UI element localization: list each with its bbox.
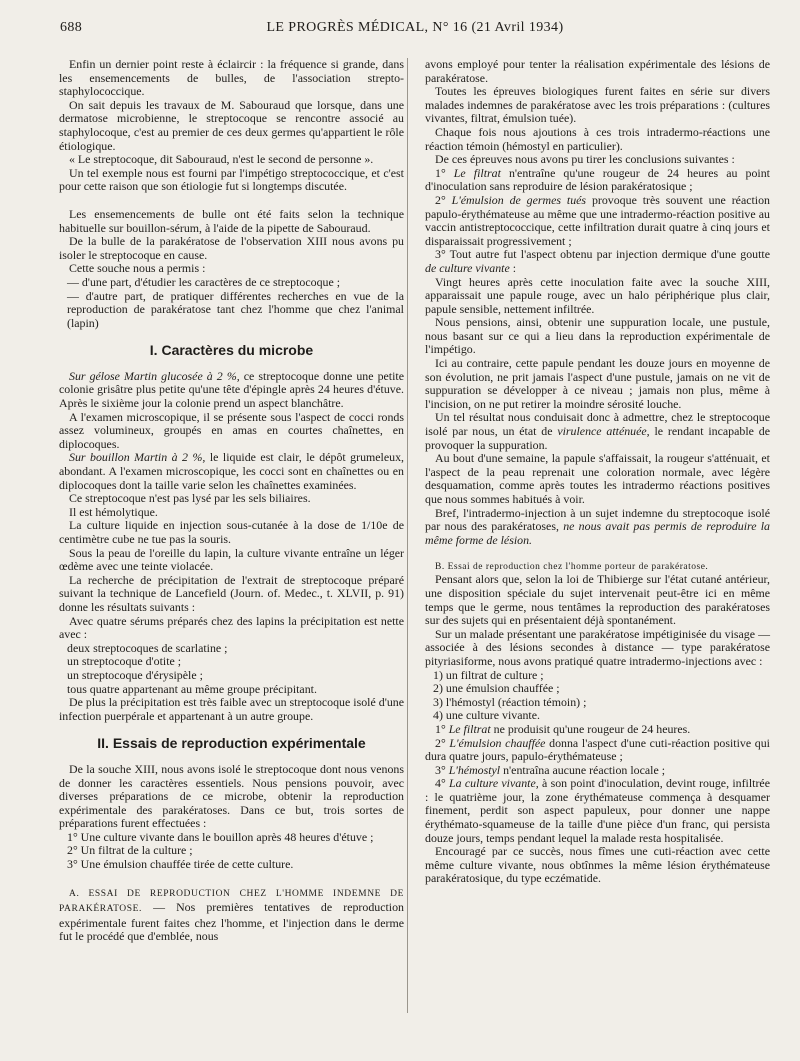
paragraph-text: le liquide est clair, le dépôt grumeleux, abondant. A l'examen microscopique, les cocci sont en chaînettes ou en diplocoques dont la taille varie selon les chaînettes examinées. (59, 450, 404, 492)
paragraph: De la souche XIII, nous avons isolé le streptocoque dont nous venons de donner les caractères essentiels. Nous pensions pouvoir, avec diverses préparations de ce microbe, obtenir la reproduction expérimentale des parakératoses. Dans ce but, trois sortes de préparations furent effectuées : (59, 761, 404, 831)
list-item: — d'une part, d'étudier les caractères de ce streptocoque ; (67, 274, 341, 289)
emphasis: Le filtrat (448, 721, 491, 736)
list-item: 1° Une culture vivante dans le bouillon après 48 heures d'étuve ; (67, 829, 374, 844)
list-item: 2° Un filtrat de la culture ; (67, 843, 193, 858)
paragraph-text: provoque très souvent une réaction papulo-érythémateuse au même que une intradermo-réaction positive au vaccin antistreptococcique, cette infiltration durait quatre à cinq jours et disparaissait progressivement ; (425, 192, 771, 248)
list (59, 642, 404, 696)
paragraph (425, 737, 770, 764)
paragraph (425, 194, 770, 248)
running-title: LE PROGRÈS MÉDICAL, N° 16 (21 Avril 1934) (266, 20, 564, 35)
paragraph: Encouragé par ce succès, nous fîmes une cuti-réaction avec cette même culture vivante, nous obtînmes la même lésion érythémateuse parakératosique, du type eczématide. (425, 844, 770, 886)
subsection-heading: B. Essai de reproduction chez l'homme porteur de parakératose. (435, 562, 709, 573)
paragraph-text: ne produisit qu'une rougeur de 24 heures. (490, 721, 691, 736)
paragraph-text: n'entraîne qu'une rougeur de 24 heures au point d'inoculation sans reproduire de lésion parakératosique ; (425, 165, 770, 194)
paragraph: Vingt heures après cette inoculation faite avec la souche XIII, apparaissait une papule rouge, avec un halo périphérique plus clair, papule sensible, nettement infiltrée. (425, 274, 770, 316)
page-number: 688 (60, 20, 83, 35)
paragraph: Enfin un dernier point reste à éclaircir : la fréquence si grande, dans les ensemencements de bulles, de l'association strepto-staphylococcique. (59, 57, 404, 99)
paragraph: avons employé pour tenter la réalisation expérimentale des lésions de parakératose. (425, 57, 770, 85)
paragraph-text: 1° (435, 721, 449, 736)
paragraph (59, 451, 404, 492)
emphasis: Le filtrat (453, 165, 501, 180)
paragraph: On sait depuis les travaux de M. Sabouraud que lorsque, dans une dermatose microbienne, le streptocoque se rencontre associé au staphylocoque, c'est au premier de ces deux germes qu'appartient le rôle étiologique. (59, 97, 404, 153)
paragraph: Sous la peau de l'oreille du lapin, la culture vivante entraîne un léger œdème avec une teinte violacée. (59, 545, 404, 574)
list (59, 831, 404, 872)
emphasis: La culture vivante, (449, 776, 539, 791)
paragraph-text: 2° (435, 735, 450, 750)
emphasis: L'émulsion de germes tués (451, 192, 587, 207)
paragraph: De la bulle de la parakératose de l'observation XIII nous avons pu isoler le streptocoque en cause. (59, 234, 404, 262)
paragraph-text: ce streptocoque donne une petite colonie grisâtre plus petite qu'une tête d'épingle après 24 heures d'étuve. Après le sixième jour la colonie prend un aspect blanchâtre. (59, 368, 404, 411)
paragraph-text: n'entraîna aucune réaction locale ; (500, 762, 666, 777)
list-item: 3° Une émulsion chauffée tirée de cette culture. (67, 857, 294, 872)
list-item: deux streptocoques de scarlatine ; (67, 640, 228, 655)
paragraph: De plus la précipitation est très faible avec un streptocoque isolé d'une infection puerpérale et appartenant à un autre groupe. (59, 695, 404, 723)
paragraph-text: 1° (435, 165, 454, 180)
left-column (59, 58, 404, 944)
list-item: un streptocoque d'otite ; (67, 654, 182, 669)
paragraph (425, 411, 770, 452)
emphasis: L'hémostyl (448, 762, 501, 777)
emphasis: Sur gélose Martin glucosée à 2 %, (69, 368, 240, 383)
paragraph (59, 886, 404, 944)
column-divider (407, 58, 408, 1013)
paragraph: Ce streptocoque n'est pas lysé par les sels biliaires. (69, 491, 311, 506)
list-item: tous quatre appartenant au même groupe précipitant. (67, 681, 317, 696)
paragraph-text: 3° Tout autre fut l'aspect obtenu par injection dermique d'une goutte (435, 247, 770, 262)
emphasis: L'émulsion chauffée (449, 735, 546, 750)
list (425, 669, 770, 723)
paragraph (425, 167, 770, 194)
right-column (425, 58, 770, 886)
paragraph: « Le streptocoque, dit Sabouraud, n'est le second de personne ». (69, 152, 374, 167)
list-item: 3) l'hémostyl (réaction témoin) ; (433, 694, 587, 709)
paragraph: Cette souche nous a permis : (69, 261, 206, 276)
paragraph: Un tel exemple nous est fourni par l'impétigo streptococcique, et c'est pour cette raison que son étiologie fut si longtemps discutée. (59, 165, 404, 194)
paragraph (425, 723, 770, 737)
paragraph: La culture liquide en injection sous-cutanée à la dose de 1/10e de centimètre cube ne tue pas la souris. (59, 518, 404, 546)
paragraph: La recherche de précipitation de l'extrait de streptocoque préparé suivant la technique de Lancefield (Journ. of. Medec., t. XLVII, p. 91) donne les résultats suivants : (59, 572, 404, 614)
section-heading: II. Essais de reproduction expérimentale (97, 735, 366, 752)
paragraph-text: à son point d'inoculation, devint rouge, infiltrée : le quatrième jour, la zone érythémateuse commença à desquamer finement, perdit son aspect papuleux, pour donner une nappe érythémato-squameuse de la taille d'une pièce d'un franc, qui persista douze jours, temps pendant lequel la malade resta hospitalisée. (425, 776, 770, 845)
list-item: un streptocoque d'érysipèle ; (67, 667, 203, 682)
subsection-heading: A. ESSAI DE REPRODUCTION CHEZ L'HOMME INDEMNE DE PARAKÉRATOSE. (59, 888, 404, 915)
paragraph: Sur un malade présentant une parakératose impétiginisée du visage — associée à des lésions secondes à distance — type parakératose pityriasiforme, nous avons pratiqué quatre intradermo-injections avec : (425, 626, 770, 668)
paragraph-text: : (509, 260, 517, 275)
emphasis: de culture vivante (425, 260, 510, 275)
list-item: 4) une culture vivante. (433, 708, 540, 723)
emphasis: Sur bouillon Martin à 2 %, (69, 450, 206, 465)
paragraph-text: 2° (435, 192, 452, 207)
list-item: 1) un filtrat de culture ; (433, 667, 544, 682)
paragraph: Toutes les épreuves biologiques furent faites en série sur divers malades indemnes de parakératose avec les trois préparations : (cultures vivantes, filtrat, émulsion tuée). (425, 84, 770, 126)
paragraph: Il est hémolytique. (69, 504, 158, 519)
paragraph: De ces épreuves nous avons pu tirer les conclusions suivantes : (435, 152, 735, 167)
emphasis: ne nous avait pas permis de reproduire la même forme de lésion. (425, 519, 771, 547)
paragraph-text: 4° (435, 776, 449, 791)
section-heading: I. Caractères du microbe (149, 342, 314, 359)
emphasis: virulence atténuée, (557, 424, 650, 439)
paragraph: Nous pensions, ainsi, obtenir une suppuration locale, une pustule, nous basant sur ce qui a lieu dans la reproduction expérimentale de l'impétigo. (425, 315, 770, 357)
paragraph: Avec quatre sérums préparés chez des lapins la précipitation est nette avec : (59, 613, 404, 642)
paragraph: Ici au contraire, cette papule pendant les douze jours en moyenne de son évolution, ne prit jamais l'aspect d'une pustule, jamais on ne vit de suppuration se développer à ce niveau ; jamais non plus, même à l'incision, on ne put retirer la moindre sérosité louche. (425, 356, 770, 411)
paragraph: Chaque fois nous ajoutions à ces trois intradermo-réactions une réaction témoin (hémostyl en particulier). (425, 124, 770, 153)
paragraph-text: Un tel résultat nous conduisait donc à admettre, chez le streptocoque isolé par nous, un état de (425, 410, 770, 439)
paragraph (59, 370, 404, 411)
list-item: — d'autre part, de pratiquer différentes recherches en vue de la reproduction de parakératose tant chez l'homme que chez l'animal (lapin) (67, 288, 404, 330)
paragraph-text: Bref, l'intradermo-injection à un sujet indemne du streptocoque isolé par nous des parakératoses, (425, 505, 770, 534)
list-item: 2) une émulsion chauffée ; (433, 681, 560, 696)
paragraph-text: — Nos premières tentatives de reproduction expérimentale furent faites chez l'homme, et l'injection dans le derme fut le procédé que d'emblée, nous (59, 900, 404, 944)
paragraph-text: donna l'aspect d'une cuti-réaction positive qui dura quatre jours, papulo-érythémateuse ; (425, 735, 770, 764)
paragraph (425, 248, 770, 275)
paragraph: A l'examen microscopique, il se présente sous l'aspect de cocci ronds assez volumineux, groupés en amas en courtes chaînettes, en diplocoques. (59, 409, 404, 451)
paragraph (425, 764, 770, 778)
paragraph: Pensant alors que, selon la loi de Thibierge sur l'état cutané antérieur, une disposition spéciale du sujet intervenait peut-être ici en même temps que le germe, nous tentâmes la reproduction des parakératoses sur des sujets qui en présentaient déjà spontanément. (425, 572, 770, 628)
paragraph-text: 3° (435, 762, 449, 777)
list (59, 276, 404, 330)
paragraph: Les ensemencements de bulle ont été faits selon la technique habituelle sur bouillon-sérum, à l'aide de la pipette de Sabouraud. (59, 206, 404, 235)
paragraph: Au bout d'une semaine, la papule s'affaissait, la rougeur s'atténuait, et l'aspect de la peau reprenait une coloration normale, avec légère desquamation, comme après toutes les intradermo réactions positives que nous sommes habitués à voir. (425, 451, 770, 506)
paragraph (425, 777, 770, 845)
page-header (60, 20, 770, 40)
paragraph (425, 507, 770, 548)
paragraph-text: le rendant incapable de provoquer la suppuration. (425, 424, 770, 452)
